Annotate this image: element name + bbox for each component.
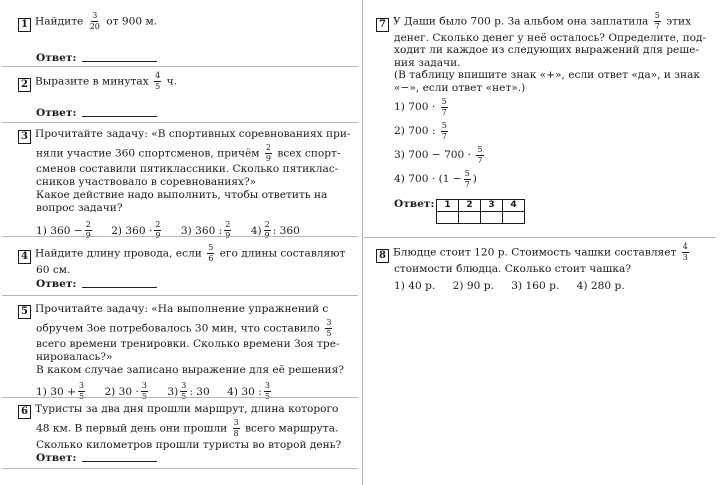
- task-6: [18, 402, 341, 452]
- task-7-answer-label: [394, 198, 434, 211]
- task-3-option-4[interactable]: 4) 2 : 360: [250, 220, 300, 237]
- answer-input-line-1[interactable]: [82, 52, 157, 62]
- task-7-line-6: «−», если ответ «нет».): [394, 81, 526, 94]
- task-8-fraction: $\frac{4}{3}$: [682, 242, 688, 262]
- task-1-text-a: Найдите: [35, 15, 84, 28]
- task-3-option-1[interactable]: 1) 360 − 2: [36, 220, 91, 237]
- task-3: [18, 128, 351, 240]
- task-5: [18, 303, 344, 401]
- task-8: [376, 243, 691, 293]
- task-7-option-4: 4) 700 · (1 − $\frac{5}{7}$ ): [394, 168, 477, 189]
- divider: [2, 397, 358, 398]
- task-5-fraction: $\frac{3}{5}$: [326, 318, 332, 338]
- task-6-line-3: Сколько километров прошли туристы во второй день?: [36, 439, 342, 451]
- task-1-answer: [36, 52, 157, 65]
- task-7-line-3: ходит ли каждое из следующих выражений для реше-: [394, 44, 700, 56]
- answer-table-header-1: 1: [437, 200, 459, 212]
- task-7-options: [394, 95, 486, 191]
- divider: [364, 237, 716, 238]
- answer-input-line-2[interactable]: [82, 107, 157, 117]
- divider: [2, 295, 358, 296]
- task-3-line-3: сменов составили пятиклассники. Сколько пятиклас-: [36, 163, 339, 175]
- task-3-line-6: вопрос задачи?: [36, 202, 123, 214]
- task-5-option-3[interactable]: 3) 3 : 30: [167, 381, 210, 398]
- task-2-text-a: Выразите в минутах: [35, 75, 149, 88]
- task-5-option-4[interactable]: 4) 30 : 3: [227, 381, 270, 398]
- divider: [2, 66, 358, 67]
- right-column: [362, 0, 720, 292]
- divider: [2, 468, 358, 469]
- task-7-line-1: У Даши было 700 р. За альбом она заплатила: [393, 15, 649, 28]
- task-number-8: 8: [376, 249, 389, 263]
- task-5-options: [36, 382, 344, 401]
- task-8-line-2: стоимости блюдца. Сколько стоит чашка?: [394, 262, 632, 275]
- task-7-line-4: ния задачи.: [394, 56, 461, 69]
- answer-table-cell-2[interactable]: [459, 212, 481, 224]
- task-7-option-3: 3) 700 − 700 · $\frac{5}{7}$: [394, 144, 483, 165]
- task-4: [18, 244, 345, 277]
- answer-label: Ответ:: [36, 278, 77, 290]
- task-number-4: 4: [18, 250, 31, 264]
- task-5-line-3: всего времени тренировки. Сколько времени Зоя тре-: [36, 338, 340, 350]
- task-3-options: [36, 221, 351, 240]
- answer-table-cell-3[interactable]: [481, 212, 503, 224]
- task-number-6: 6: [18, 405, 31, 419]
- task-5-line-1: Прочитайте задачу: «На выполнение упражнений с: [35, 303, 329, 315]
- answer-input-line-6[interactable]: [82, 452, 157, 462]
- task-1: [18, 12, 157, 32]
- task-5-line-2: обручем Зое потребовалось 30 мин, что составило: [36, 322, 320, 335]
- task-number-3: 3: [18, 130, 31, 144]
- task-7-line-1b: этих: [666, 15, 692, 28]
- task-6-line-1: Туристы за два дня прошли маршрут, длина которого: [35, 403, 339, 415]
- task-4-text-a: Найдите длину провода, если: [35, 247, 202, 260]
- task-number-2: 2: [18, 78, 31, 92]
- answer-input-line-4[interactable]: [82, 278, 157, 288]
- task-4-line-2: 60 см.: [36, 263, 71, 276]
- task-8-options: [394, 280, 691, 293]
- answer-label: Ответ:: [36, 107, 77, 119]
- task-5-option-1[interactable]: 1) 30 + 3: [36, 381, 85, 398]
- task-1-fraction: $\frac{3}{20}$: [89, 11, 100, 31]
- task-8-option-4[interactable]: 4) 280 р.: [576, 280, 625, 292]
- task-4-text-b: его длины составляют: [219, 247, 346, 260]
- task-7: [376, 12, 706, 94]
- task-3-option-2[interactable]: 2) 360 · 2: [111, 220, 161, 237]
- task-3-line-1: Прочитайте задачу: «В спортивных соревнованиях при-: [35, 128, 351, 140]
- task-3-line-2: няли участие 360 спортсменов, причём: [36, 147, 260, 160]
- task-1-text-b: от 900 м.: [106, 15, 158, 28]
- task-7-line-5: (В таблицу впишите знак «+», если ответ «да», и знак: [394, 69, 701, 81]
- task-number-5: 5: [18, 305, 31, 319]
- task-3-line-2b: всех спорт-: [277, 147, 341, 160]
- task-8-option-3[interactable]: 3) 160 р.: [511, 280, 560, 292]
- answer-table-header-3: 3: [481, 200, 503, 212]
- task-8-option-2[interactable]: 2) 90 р.: [452, 280, 494, 292]
- divider: [2, 122, 358, 123]
- task-5-option-2[interactable]: 2) 30 · 3: [104, 381, 147, 398]
- task-2-fraction: $\frac{4}{5}$: [155, 71, 161, 91]
- task-6-line-2b: всего маршрута.: [245, 422, 339, 435]
- answer-table-header-2: 2: [459, 200, 481, 212]
- task-number-1: 1: [18, 18, 31, 32]
- task-7-line-2: денег. Сколько денег у неё осталось? Определите, под-: [394, 31, 707, 44]
- task-2: [18, 72, 177, 92]
- task-number-7: 7: [376, 18, 389, 32]
- answer-table-cell-1[interactable]: [437, 212, 459, 224]
- task-6-fraction: $\frac{3}{8}$: [233, 418, 239, 438]
- task-2-text-b: ч.: [166, 75, 177, 88]
- task-5-line-5: В каком случае записано выражение для её решения?: [36, 364, 344, 376]
- task-6-line-2: 48 км. В первый день они прошли: [36, 422, 228, 435]
- answer-label: Ответ:: [394, 198, 435, 210]
- task-6-answer: [36, 452, 157, 465]
- answer-label: Ответ:: [36, 452, 77, 464]
- task-3-line-4: сников участвовало в соревнованиях?»: [36, 176, 257, 188]
- task-7-answer-table: [436, 199, 525, 224]
- task-7-fraction: $\frac{5}{7}$: [654, 11, 660, 31]
- answer-label: Ответ:: [36, 52, 77, 64]
- task-7-option-2: 2) 700 : $\frac{5}{7}$: [394, 120, 447, 141]
- task-3-option-3[interactable]: 3) 360 : 2: [180, 220, 231, 237]
- task-5-line-4: нировалась?»: [36, 351, 113, 363]
- task-7-option-1: 1) 700 · $\frac{5}{7}$: [394, 96, 447, 117]
- task-4-answer: [36, 278, 157, 291]
- task-4-fraction: $\frac{5}{6}$: [208, 243, 214, 263]
- task-8-line-1: Блюдце стоит 120 р. Стоимость чашки составляет: [393, 246, 677, 259]
- task-8-option-1[interactable]: 1) 40 р.: [394, 280, 436, 292]
- answer-table-cell-4[interactable]: [503, 212, 525, 224]
- task-3-fraction: $\frac{2}{9}$: [265, 143, 272, 163]
- task-3-line-5: Какое действие надо выполнить, чтобы ответить на: [36, 189, 328, 201]
- divider: [2, 236, 358, 237]
- answer-table-header-4: 4: [503, 200, 525, 212]
- task-2-answer: [36, 107, 157, 120]
